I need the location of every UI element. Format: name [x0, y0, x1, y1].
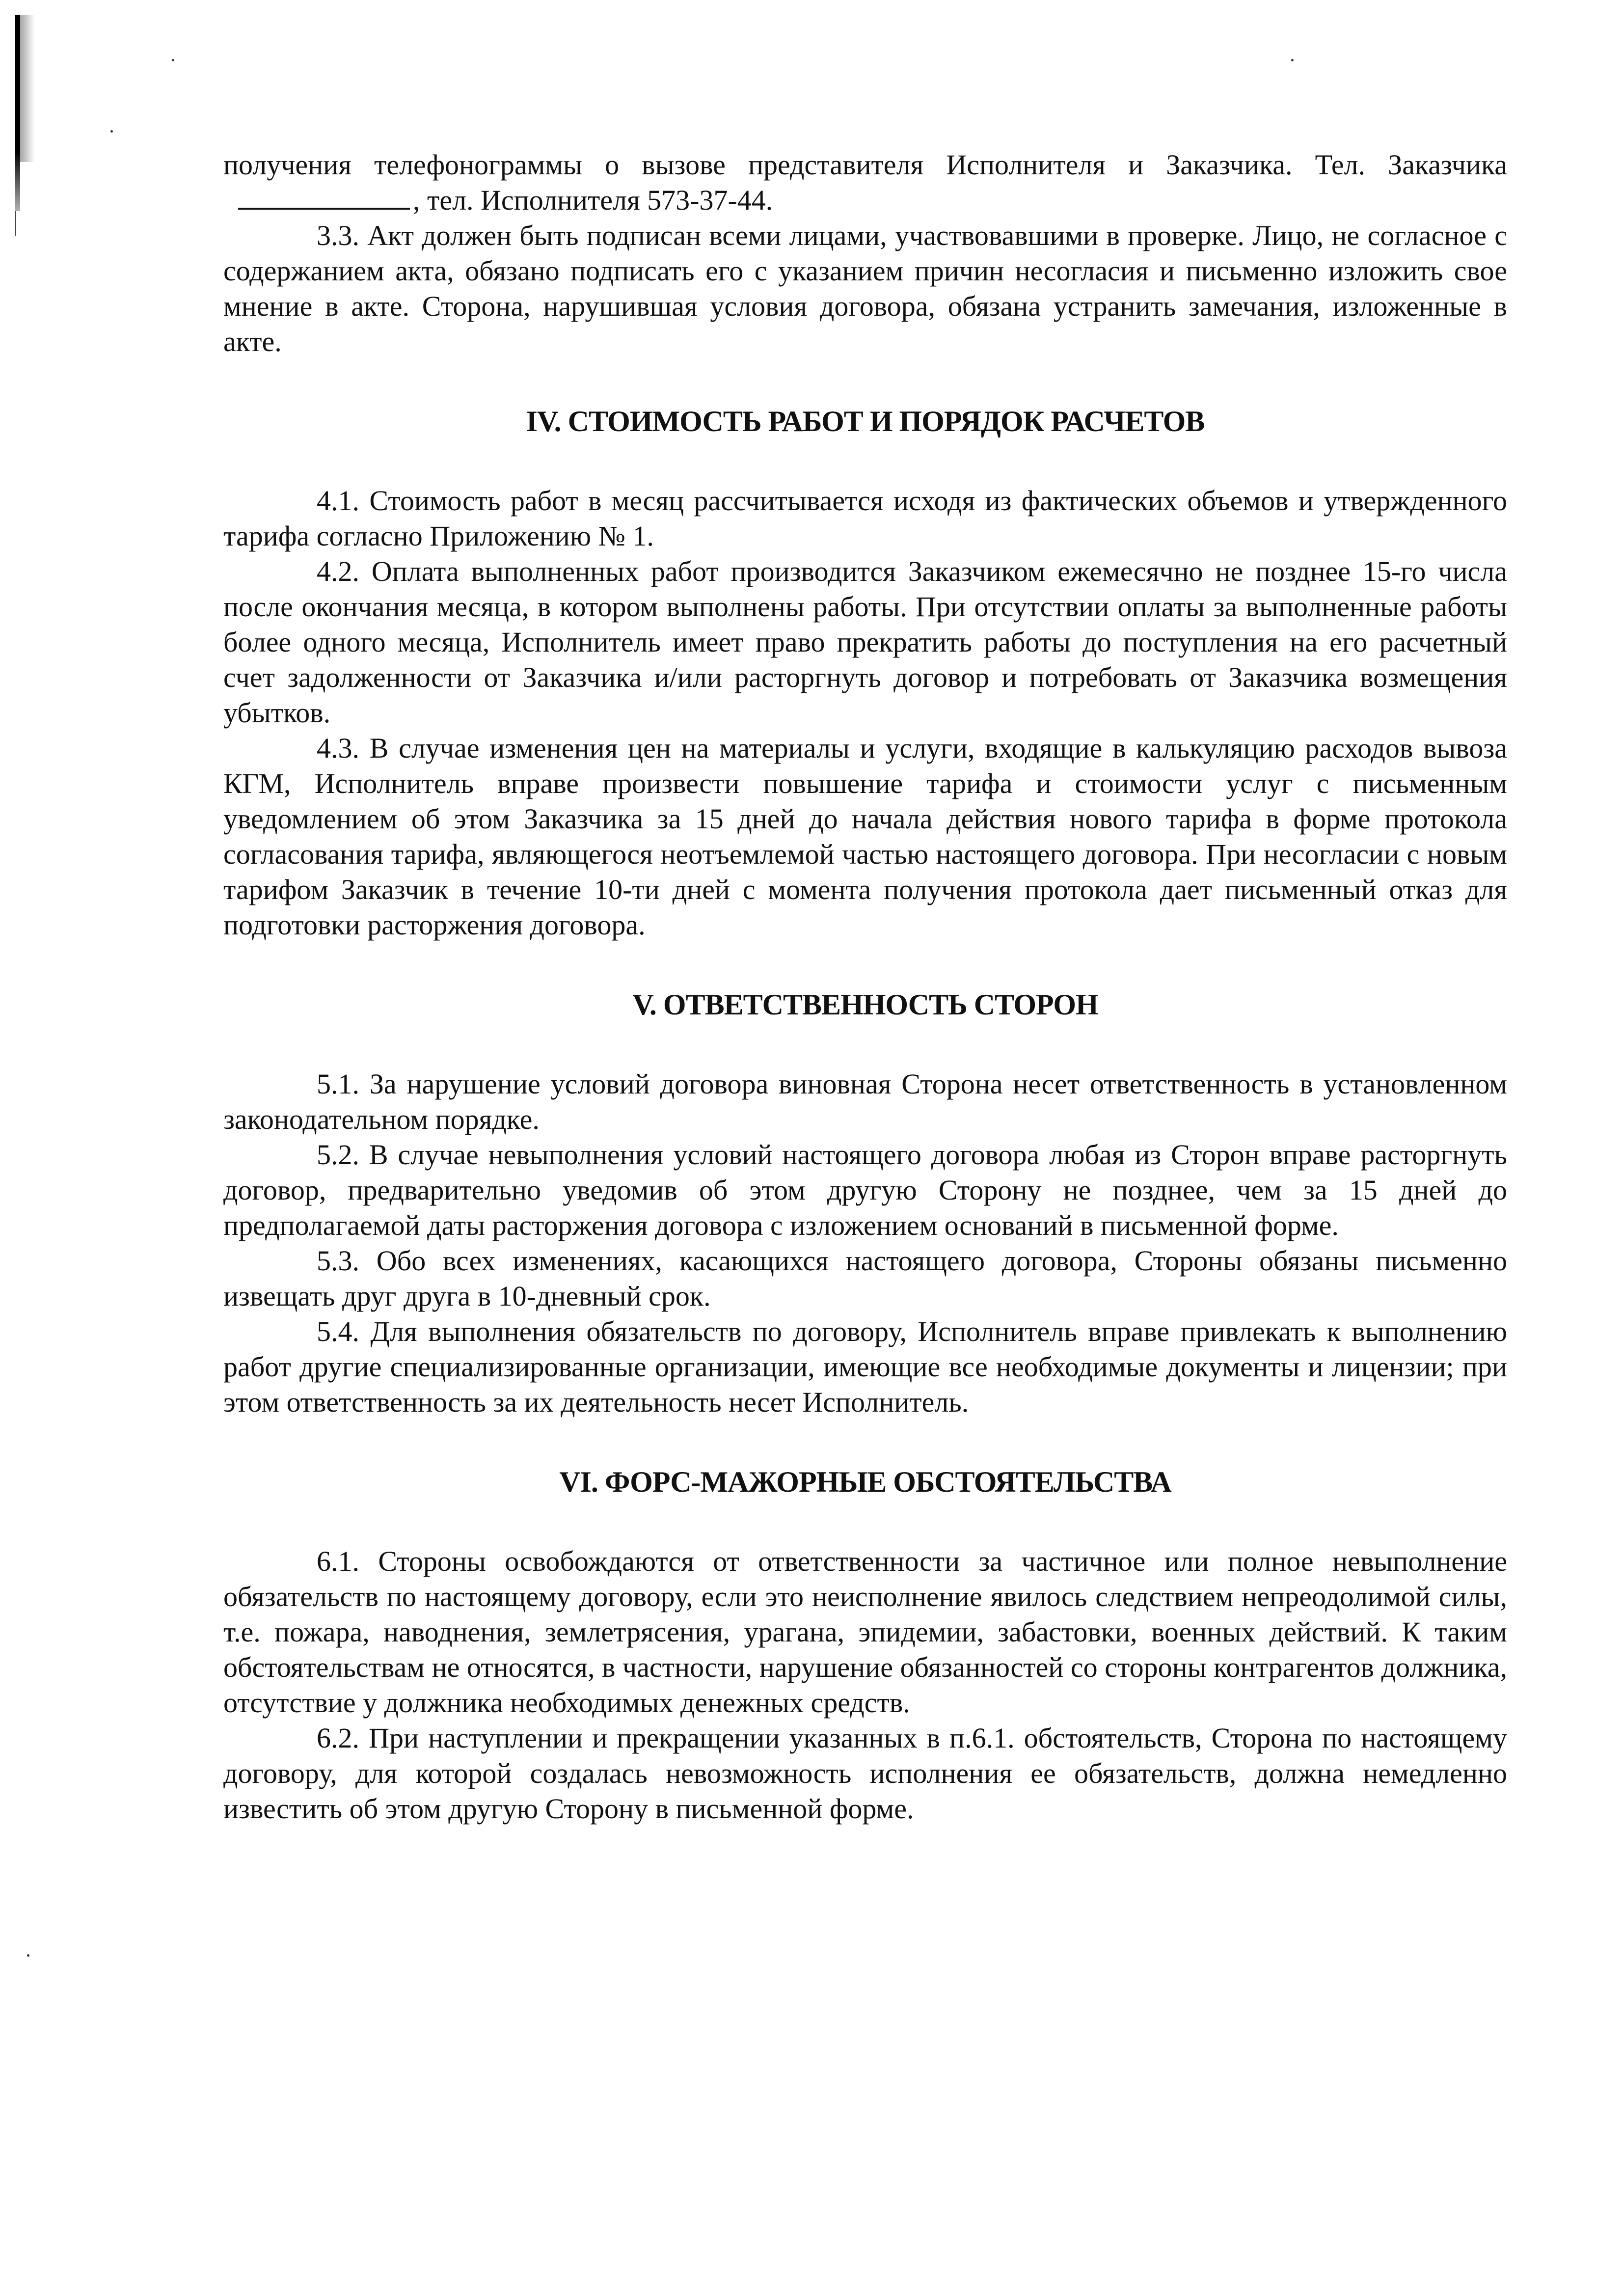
section-title-v: V. ОТВЕТСТВЕННОСТЬ СТОРОН	[632, 988, 1098, 1021]
clause-3-3: 3.3. Акт должен быть подписан всеми лицами, участвовавшими в проверке. Лицо, не согласное с содержанием акта, обязано подписать его с указанием причин несогласия и письменно изложить свое мнение в акте. Сторона, нарушившая условия договора, обязана устранить замечания, изложенные в акте.	[223, 219, 1507, 357]
scan-speck	[172, 59, 174, 61]
clause-4-1: 4.1. Стоимость работ в месяц рассчитывается исходя из фактических объемов и утвержденного тарифа согласно Приложению № 1.	[223, 485, 1507, 552]
clause-5-2: 5.2. В случае невыполнения условий настоящего договора любая из Сторон вправе расторгнуть договор, предварительно уведомив об этом другую Сторону не позднее, чем за 15 дней до предполагаемой даты расторжения договора с изложением оснований в письменной форме.	[223, 1139, 1507, 1241]
scan-edge-shadow	[20, 15, 35, 162]
scan-speck	[110, 130, 113, 133]
customer-phone-blank	[238, 183, 410, 210]
clause-4-3: 4.3. В случае изменения цен на материалы и услуги, входящие в калькуляцию расходов вывоза КГМ, Исполнитель вправе произвести повышение тарифа и стоимости услуг с письменным уведомлением об этом Заказчика за 15 дней до начала действия нового тарифа в форме протокола согласования тарифа, являющегося неотъемлемой частью настоящего договора. При несогласии с новым тарифом Заказчик в течение 10-ти дней с момента получения протокола дает письменный отказ для подготовки расторжения договора.	[223, 732, 1507, 941]
scan-speck	[27, 1954, 29, 1957]
document-page	[223, 147, 1507, 1827]
section-title-vi: VI. ФОРС-МАЖОРНЫЕ ОБСТОЯТЕЛЬСТВА	[559, 1466, 1171, 1498]
intro-paragraph	[223, 147, 1507, 218]
scan-edge-line	[15, 211, 16, 236]
clause-5-1: 5.1. За нарушение условий договора виновная Сторона несет ответственность в установленном законодательном порядке.	[223, 1068, 1507, 1135]
clause-6-1: 6.1. Стороны освобождаются от ответственности за частичное или полное невыполнение обязательств по настоящему договору, если это неисполнение явилось следствием непреодолимой силы, т.е. пожара, наводнения, землетрясения, урагана, эпидемии, забастовки, военных действий. К таким обстоятельствам не относятся, в частности, нарушение обязанностей со стороны контрагентов должника, отсутствие у должника необходимых денежных средств.	[223, 1545, 1507, 1719]
clause-5-3: 5.3. Обо всех изменениях, касающихся настоящего договора, Стороны обязаны письменно извещать друг друга в 10-дневный срок.	[223, 1245, 1507, 1312]
section-title-iv: IV. СТОИМОСТЬ РАБОТ И ПОРЯДОК РАСЧЕТОВ	[526, 405, 1205, 437]
scan-edge-artifact	[15, 15, 20, 211]
clause-4-2: 4.2. Оплата выполненных работ производится Заказчиком ежемесячно не позднее 15-го числа после окончания месяца, в котором выполнены работы. При отсутствии оплаты за выполненные работы более одного месяца, Исполнитель имеет право прекратить работы до поступления на его расчетный счет задолженности от Заказчика и/или расторгнуть договор и потребовать от Заказчика возмещения убытков.	[223, 555, 1507, 729]
scan-speck	[1291, 59, 1294, 61]
intro-text: получения телефонограммы о вызове представителя Исполнителя и Заказчика. Тел. Заказчика	[223, 149, 1507, 181]
clause-5-4: 5.4. Для выполнения обязательств по договору, Исполнитель вправе привлекать к выполнению работ другие специализированные организации, имеющие все необходимые документы и лицензии; при этом ответственность за их деятельность несет Исполнитель.	[223, 1315, 1507, 1418]
intro-text-tail: , тел. Исполнителя 573-37-44.	[413, 184, 773, 216]
clause-6-2: 6.2. При наступлении и прекращении указанных в п.6.1. обстоятельств, Сторона по настоящему договору, для которой создалась невозможность исполнения ее обязательств, должна немедленно известить об этом другую Сторону в письменной форме.	[223, 1722, 1507, 1825]
